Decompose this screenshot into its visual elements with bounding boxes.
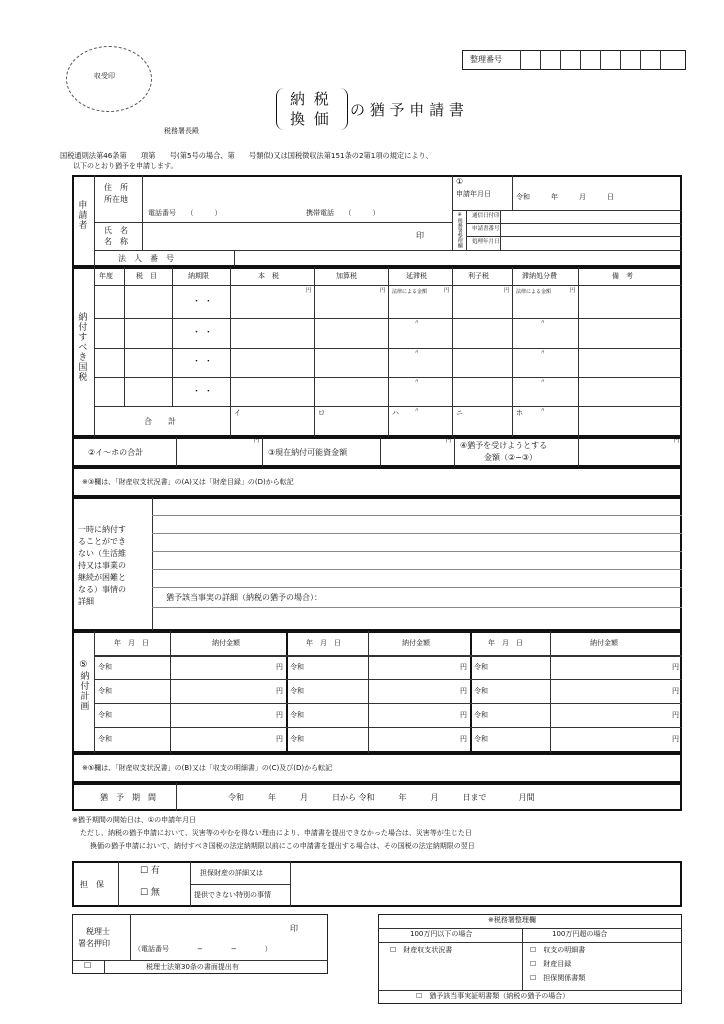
delinquency-legal-note: 法律による金額 <box>392 289 428 295</box>
deadline-dots-2: ・ ・ <box>192 328 213 338</box>
ditto-delinq-3: 〃 <box>414 350 420 356</box>
current-yen: 円 <box>446 438 452 444</box>
receipt-stamp-label: 収受印 <box>94 72 115 80</box>
ditto-disp-total: 〃 <box>540 408 546 414</box>
summary-row <box>72 437 682 467</box>
total-mark-ni: ニ <box>456 409 463 417</box>
note-3: ※③欄は、「財産収支状況書」の(A)又は「財産目録」の(D)から転記 <box>82 478 294 486</box>
th-tax-item: 税 目 <box>136 272 157 280</box>
plan-era-r2c3: 令和 <box>474 687 488 695</box>
yen-unit-additional: 円 <box>380 288 386 294</box>
grant-label-1: ④猶予を受けようとする <box>460 441 548 450</box>
reason-label-5: 継続が困難と <box>78 573 126 582</box>
tax-table <box>72 267 682 437</box>
corp-number-label: 法 人 番 号 <box>118 254 174 263</box>
note-5: ※⑤欄は、「財産収支状況書」の(B)又は「収支の明細書」の(C)及び(D)から転記 <box>82 764 333 772</box>
plan-era-r4c2: 令和 <box>290 735 304 743</box>
plan-era-r1c3: 令和 <box>474 663 488 671</box>
plan-yen-r1c2: 円 <box>460 663 467 671</box>
plan-yen-r3c1: 円 <box>276 711 283 719</box>
office-row-2: 申請書番号 <box>472 226 500 232</box>
collateral-label: 担 保 <box>80 880 104 889</box>
sum-label: ②イ〜ホの合計 <box>88 448 144 457</box>
total-mark-ha: ハ <box>392 409 399 417</box>
total-mark-i: イ <box>234 409 241 417</box>
collateral-section <box>72 861 682 907</box>
ditto-delinq-4: 〃 <box>414 379 420 385</box>
th-remarks: 備 考 <box>612 272 633 280</box>
accountant-label-1: 税理士 <box>86 927 110 936</box>
collateral-no-checkbox[interactable]: ☐ 無 <box>140 888 160 898</box>
article30-checkbox[interactable]: ☐ <box>84 961 92 970</box>
plan-yen-r4c3: 円 <box>672 735 679 743</box>
grant-yen: 円 <box>674 438 680 444</box>
accountant-seal: 印 <box>290 924 298 933</box>
deadline-dots-3: ・ ・ <box>192 357 213 367</box>
office-right-item-1[interactable]: ☐ 収支の明細書 <box>530 946 586 954</box>
title-bottom: 換 価 <box>290 110 331 128</box>
intro-line-1: 国税通則法第46条第 項第 号(第5号の場合、第 号類似)又は国税徴収法第151条の2第1項の規定により、 <box>60 151 433 160</box>
plan-yen-r3c3: 円 <box>672 711 679 719</box>
name-label-1: 氏 名 <box>104 226 128 235</box>
date-num: ① <box>456 177 464 186</box>
address-label-1: 住 所 <box>104 183 128 192</box>
accountant-phone: （電話番号 − − ） <box>134 945 272 953</box>
office-col-left: 100万円以下の場合 <box>410 930 473 938</box>
office-bottom-item[interactable]: ☐ 猶予該当事実証明書類（納税の猶予の場合） <box>416 992 570 1000</box>
th-interest: 利子税 <box>468 272 489 280</box>
total-label: 合 計 <box>144 417 176 426</box>
office-box-title: ※税務署整理欄 <box>488 916 536 924</box>
date-label: 申請年月日 <box>456 190 491 198</box>
plan-col-amount-1: 納付金額 <box>212 639 240 647</box>
reason-detail-label: 猶予該当事実の詳細（納税の猶予の場合）： <box>166 593 322 602</box>
plan-era-r2c1: 令和 <box>98 687 112 695</box>
plan-yen-r2c2: 円 <box>460 687 467 695</box>
th-deadline: 納期限 <box>188 272 209 280</box>
yen-unit-interest: 円 <box>504 288 510 294</box>
seiri-number-label: 整理番号 <box>470 55 502 64</box>
th-additional: 加算税 <box>336 272 357 280</box>
plan-col-date-2: 年 月 日 <box>306 639 341 647</box>
plan-era-r3c2: 令和 <box>290 711 304 719</box>
ditto-disp-2: 〃 <box>540 320 546 326</box>
sum-yen: 円 <box>254 438 260 444</box>
deadline-dots-1: ・ ・ <box>192 297 213 307</box>
applicant-seal: 印 <box>416 231 424 240</box>
yen-unit-principal: 円 <box>306 288 312 294</box>
footnote-1: ※猶予期間の開始日は、①の申請年月日 <box>72 816 197 824</box>
plan-side-label: ⑤納付計画 <box>78 660 89 711</box>
plan-yen-r4c2: 円 <box>460 735 467 743</box>
address-label-2: 所在地 <box>104 195 128 204</box>
office-use-vertical: ※税務署整理欄 <box>456 212 463 248</box>
applicant-side-label: 申請者 <box>76 200 87 230</box>
office-row-3: 処理年月日 <box>472 239 500 245</box>
addressee: 税務署長殿 <box>164 127 199 135</box>
plan-col-date-3: 年 月 日 <box>488 639 523 647</box>
th-disposition: 滞納処分費 <box>522 272 557 280</box>
payment-plan <box>72 631 682 753</box>
reason-label-2: ることができ <box>78 537 126 546</box>
office-right-item-2[interactable]: ☐ 財産目録 <box>530 960 572 968</box>
plan-col-amount-2: 納付金額 <box>402 639 430 647</box>
yen-unit-disposition: 円 <box>570 288 576 294</box>
plan-col-date-1: 年 月 日 <box>114 639 149 647</box>
grant-label-2: 金額（②−③） <box>484 453 538 462</box>
plan-yen-r2c1: 円 <box>276 687 283 695</box>
collateral-detail-2: 提供できない特別の事情 <box>194 891 271 899</box>
phone-label: 電話番号 （ ） <box>148 209 222 217</box>
plan-yen-r2c3: 円 <box>672 687 679 695</box>
ditto-delinq-total: 〃 <box>414 408 420 414</box>
period-value: 令和 年 月 日から 令和 年 月 日まで 月間 <box>228 793 535 802</box>
collateral-yes-checkbox[interactable]: ☐ 有 <box>140 866 160 876</box>
plan-era-r2c2: 令和 <box>290 687 304 695</box>
tax-side-label: 納付すべき国税 <box>76 312 87 382</box>
plan-era-r1c1: 令和 <box>98 663 112 671</box>
title-suffix: の 猶 予 申 請 書 <box>350 101 464 119</box>
reason-section <box>72 497 682 631</box>
reason-label-7: 詳細 <box>78 597 94 606</box>
plan-era-r4c3: 令和 <box>474 735 488 743</box>
name-label-2: 名 称 <box>104 237 128 246</box>
deadline-dots-4: ・ ・ <box>192 387 213 397</box>
plan-era-r1c2: 令和 <box>290 663 304 671</box>
ditto-disp-4: 〃 <box>540 379 546 385</box>
plan-yen-r3c2: 円 <box>460 711 467 719</box>
ditto-disp-3: 〃 <box>540 350 546 356</box>
plan-yen-r1c1: 円 <box>276 663 283 671</box>
plan-era-r3c3: 令和 <box>474 711 488 719</box>
yen-unit-delinquency: 円 <box>444 288 450 294</box>
plan-era-r3c1: 令和 <box>98 711 112 719</box>
footnote-3: 換価の猶予申請において、納付すべき国税の法定納期限以前にこの申請書を提出する場合は、その国税の法定納期限の翌日 <box>90 842 475 850</box>
date-value: 令和 年 月 日 <box>516 193 614 201</box>
office-left-item-1[interactable]: ☐ 財産収支状況書 <box>390 946 453 954</box>
plan-col-amount-3: 納付金額 <box>590 639 618 647</box>
title-top: 納 税 <box>290 90 331 108</box>
total-mark-ho: ホ <box>516 409 523 417</box>
disposition-legal-note: 法律による金額 <box>516 289 552 295</box>
plan-era-r4c1: 令和 <box>98 735 112 743</box>
intro-line-2: 以下のとおり猶予を申請します。 <box>73 162 178 170</box>
office-row-1: 通信日付印 <box>472 213 500 219</box>
mobile-label: 携帯電話 （ ） <box>306 209 380 217</box>
office-right-item-3[interactable]: ☐ 担保関係書類 <box>530 974 586 982</box>
th-year: 年度 <box>99 272 113 280</box>
total-mark-ro: ロ <box>318 409 325 417</box>
ditto-delinq-2: 〃 <box>414 320 420 326</box>
collateral-detail-1: 担保財産の詳細又は <box>200 869 263 877</box>
plan-yen-r1c3: 円 <box>672 663 679 671</box>
footnote-2: ただし、納税の猶予申請において、災害等のやむを得ない理由により、申請書を提出できなかった場合は、災害等が生じた日 <box>80 829 472 837</box>
article30-label: 税理士法第30条の書面提出有 <box>146 963 239 971</box>
plan-yen-r4c1: 円 <box>276 735 283 743</box>
period-label: 猶 予 期 間 <box>100 793 156 802</box>
reason-label-3: ない（生活維 <box>78 549 126 558</box>
reason-label-4: 持又は事業の <box>78 561 126 570</box>
office-col-right: 100万円超の場合 <box>552 930 608 938</box>
reason-label-6: なる）事情の <box>78 585 126 594</box>
reason-label-1: 一時に納付す <box>78 525 126 534</box>
th-delinquency: 延滞税 <box>406 272 427 280</box>
current-funds-label: ③現在納付可能資金額 <box>268 448 348 457</box>
accountant-label-2: 署名押印 <box>78 939 110 948</box>
th-principal: 本 税 <box>258 272 279 280</box>
